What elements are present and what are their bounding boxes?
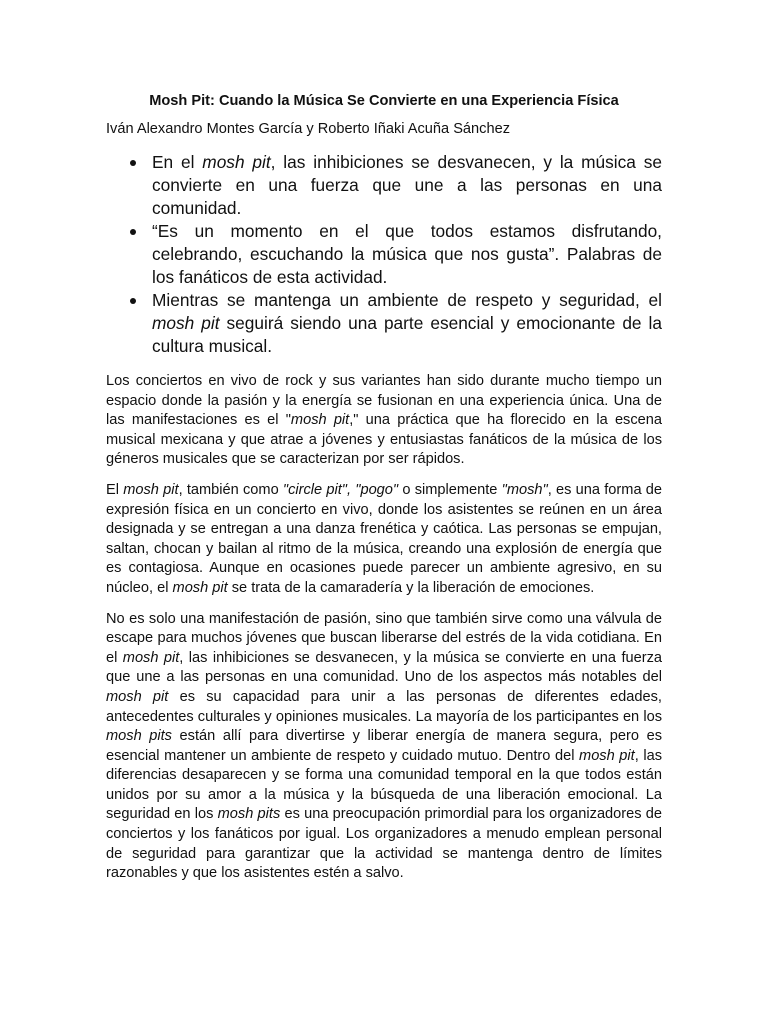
bullet-icon	[130, 298, 136, 304]
document-authors: Iván Alexandro Montes García y Roberto Iñaki Acuña Sánchez	[106, 121, 510, 137]
bullet-icon	[130, 229, 136, 235]
body-paragraph: Los conciertos en vivo de rock y sus variantes han sido durante mucho tiempo un espacio donde la pasión y la energía se fusionan en una experiencia única. Una de las manifestaciones es el "mosh pit," una práctica que ha florecido en la escena musical mexicana y que atrae a jóvenes y entusiastas fanáticos de la música de los géneros musicales que se caracterizan por ser rápidos.	[106, 373, 662, 468]
highlight-item	[106, 220, 662, 289]
highlight-text: Mientras se mantenga un ambiente de respeto y seguridad, el mosh pit seguirá siendo una parte esencial y emocionante de la cultura musical.	[152, 290, 662, 356]
document-title: Mosh Pit: Cuando la Música Se Convierte en una Experiencia Física	[149, 93, 619, 109]
body-paragraph: No es solo una manifestación de pasión, sino que también sirve como una válvula de escape para muchos jóvenes que buscan liberarse del estrés de la vida cotidiana. En el mosh pit, las inhibiciones se desvanecen, y la música se convierte en una fuerza que une a las personas en una comunidad. Uno de los aspectos más notables del mosh pit es su capacidad para unir a las personas de diferentes edades, antecedentes culturales y opiniones musicales. La mayoría de los participantes en los mosh pits están allí para divertirse y liberar energía de manera segura, pero es esencial mantener un ambiente de respeto y cuidado mutuo. Dentro del mosh pit, las diferencias desaparecen y se forma una comunidad temporal en la que todos están unidos por su amor a la música y la búsqueda de una liberación emocional. La seguridad en los mosh pits es una preocupación primordial para los organizadores de conciertos y los fanáticos por igual. Los organizadores a menudo emplean personal de seguridad para garantizar que la actividad se mantenga dentro de límites razonables y que los asistentes estén a salvo.	[106, 610, 663, 882]
highlight-text: “Es un momento en el que todos estamos disfrutando, celebrando, escuchando la música que nos gusta”. Palabras de los fanáticos de esta actividad.	[152, 221, 662, 287]
body-paragraph: El mosh pit, también como "circle pit", "pogo" o simplemente "mosh", es una forma de expresión física en un concierto en vivo, donde los asistentes se reúnen en un área designada y se entregan a una danza frenética y caótica. Las personas se empujan, saltan, chocan y bailan al ritmo de la música, creando una explosión de energía que es contagiosa. Aunque en ocasiones puede parecer un ambiente agresivo, en su núcleo, el mosh pit se trata de la camaradería y la liberación de emociones.	[106, 481, 663, 596]
highlights-list	[106, 151, 662, 358]
bullet-icon	[130, 160, 136, 166]
highlight-item	[106, 151, 662, 220]
highlight-item	[106, 289, 662, 358]
highlight-text: En el mosh pit, las inhibiciones se desvanecen, y la música se convierte en una fuerza que une a las personas en una comunidad.	[152, 152, 662, 218]
